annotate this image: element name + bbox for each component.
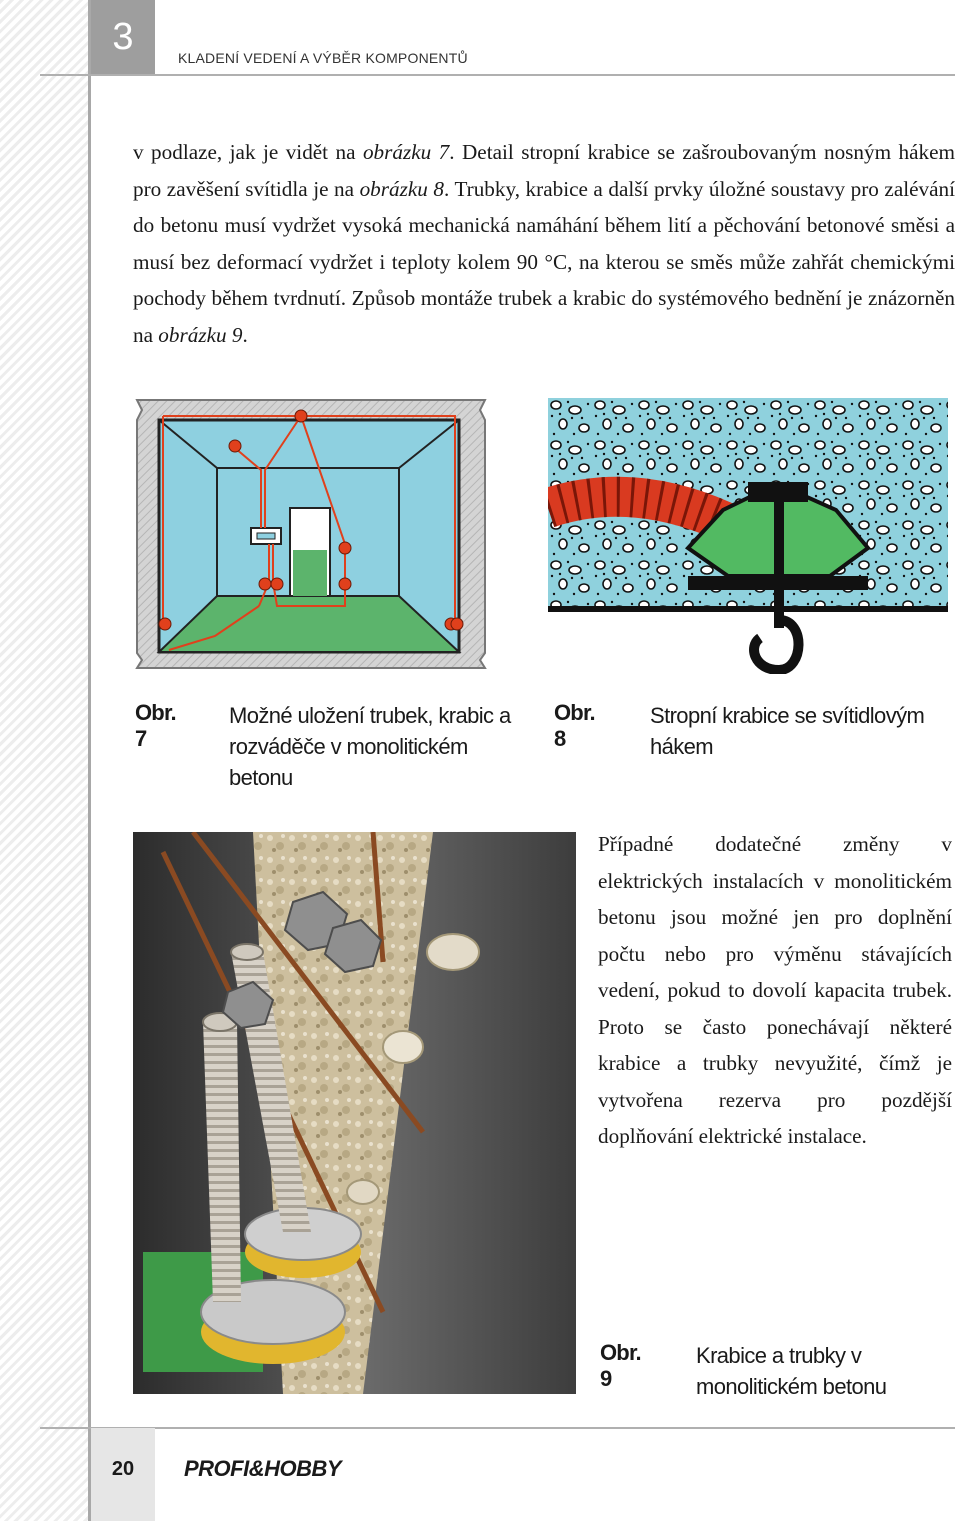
side-paragraph: Případné dodatečné změny v elektrických instalacích v monolitickém betonu jsou možné jen pro doplnění počtu nebo pro výměnu stávajících vedení, pokud to dovolí kapacita trubek. Proto se často ponechávají některé krabice a trubky nevyužité, čímž je vytvořena rezerva pro pozdější doplňování elektrické instalace. [598,832,952,1148]
caption-label: Obr. 7 [135,700,176,751]
chapter-number-box [91,0,155,75]
running-head: KLADENÍ VEDENÍ A VÝBĚR KOMPONENTŮ [178,50,468,66]
caption-text: Stropní krabice se svítidlovým hákem [650,703,925,759]
caption-text: Možné uložení trubek, krabic a rozváděče v monolitickém betonu [229,703,511,790]
figure-7-room-diagram [135,398,487,670]
body-text-part: v podlaze, jak je vidět na [133,140,363,164]
body-text-part: . Trubky, krabice a další prvky úložné soustavy pro zalévání do betonu musí vydržet vysoká mechanická namáhání během lití a pěchování betonové směsi a musí bez deformací vydržet i teploty kolem 90 °C, na kterou se směs může zahřát chemickými pochody během tvrdnutí. Způsob montáže trubek a krabic do systémového bednění je znázorněn na [133,176,955,347]
figure-reference: obrázku 8 [359,176,444,201]
chapter-number: 3 [112,16,134,58]
figure-9-photo [133,832,576,1394]
caption-text: Krabice a trubky v monolitickém betonu [696,1343,887,1399]
body-paragraph [133,134,955,353]
body-text-part: . [242,322,248,347]
caption-label: Obr. 8 [554,700,595,751]
figure-8-ceiling-box [548,398,948,674]
brand-logo: PROFI&HOBBY [184,1456,342,1481]
body-text-part: . Detail stropní krabice se zašroubovaným nosným hákem pro zavěšení svítidla je na [133,140,955,201]
header-rule [40,74,955,76]
figure-reference: obrázku 7 [362,140,450,164]
footer-rule [40,1427,955,1429]
page-number: 20 [111,1458,135,1480]
figure-reference: obrázku 9 [158,322,243,347]
caption-label: Obr. 9 [600,1340,641,1391]
margin-hatch [0,0,88,1521]
margin-line [88,0,91,1521]
